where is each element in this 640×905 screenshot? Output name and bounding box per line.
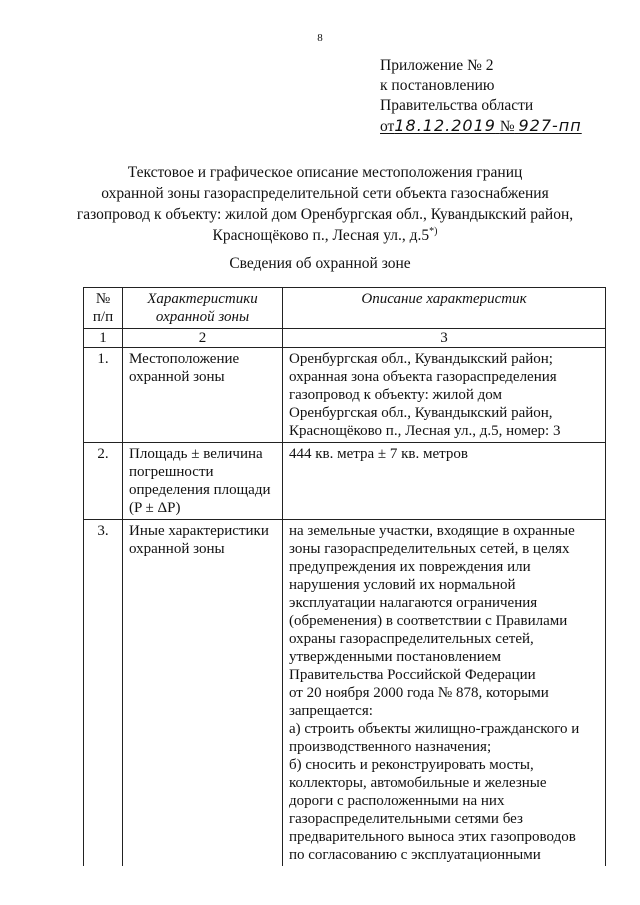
date-prefix: от (380, 118, 395, 135)
header-characteristic: Характеристики охранной зоны (123, 288, 283, 329)
row-characteristic: Иные характеристики охранной зоны (123, 520, 283, 867)
appendix-line-3: Правительства области (380, 97, 534, 114)
table-row (84, 520, 606, 867)
table-row (84, 443, 606, 520)
page-number: 8 (317, 32, 323, 44)
handwritten-number: 927-пп (518, 116, 582, 135)
handwritten-date: 18.12.2019 (394, 116, 496, 135)
section-subtitle: Сведения об охранной зоне (229, 255, 411, 272)
index-cell: 2 (123, 329, 283, 348)
title-line-4 (60, 225, 590, 246)
title-line-4-text: Краснощёково п., Лесная ул., д.5 (212, 227, 430, 244)
title-line-1: Текстовое и графическое описание местоположения границ (127, 164, 523, 181)
appendix-line-2: к постановлению (380, 77, 495, 94)
appendix-date-line (380, 116, 620, 137)
row-description: 444 кв. метра ± 7 кв. метров (283, 443, 606, 520)
number-sign: № (499, 118, 515, 135)
row-num: 1. (84, 348, 123, 443)
title-line-3: газопровод к объекту: жилой дом Оренбургская обл., Кувандыкский район, (76, 206, 574, 223)
row-characteristic: Площадь ± величина погрешности определения площади (P ± ΔP) (123, 443, 283, 520)
appendix-line-1: Приложение № 2 (380, 57, 494, 74)
title-line-2: охранной зоны газораспределительной сети объекта газоснабжения (101, 185, 549, 202)
index-cell: 3 (283, 329, 606, 348)
header-description: Описание характеристик (283, 288, 606, 329)
header-num: № п/п (84, 288, 123, 329)
table-header-row (84, 288, 606, 329)
appendix-block (380, 56, 620, 137)
row-characteristic: Местоположение охранной зоны (123, 348, 283, 443)
row-num: 2. (84, 443, 123, 520)
document-title (60, 162, 590, 246)
row-num: 3. (84, 520, 123, 867)
table-index-row (84, 329, 606, 348)
table-row (84, 348, 606, 443)
index-cell: 1 (84, 329, 123, 348)
zone-info-table (83, 287, 606, 866)
footnote-mark: *) (429, 225, 438, 237)
row-description: на земельные участки, входящие в охранные зоны газораспределительных сетей, в целях предупреждения их повреждения или нарушения условий их нормальной эксплуатации налагаются ограничения (обременения) в соответствии с Правилами охраны газораспределительных сетей, утвержденными постановлением Правительства Российской Федерации от 20 ноября 2000 года № 878, которыми запрещается: а) строить объекты жилищно-гражданского и производственного назначения; б) сносить и реконструировать мосты, коллекторы, автомобильные и железные дороги с расположенными на них газораспределительными сетями без предварительного выноса этих газопроводов по согласованию с эксплуатационными (283, 520, 606, 867)
row-description: Оренбургская обл., Кувандыкский район; охранная зона объекта газораспределения газопровод к объекту: жилой дом Оренбургская обл., Кувандыкский район, Краснощёково п., Лесная ул., д.5, номер: 3 (283, 348, 606, 443)
